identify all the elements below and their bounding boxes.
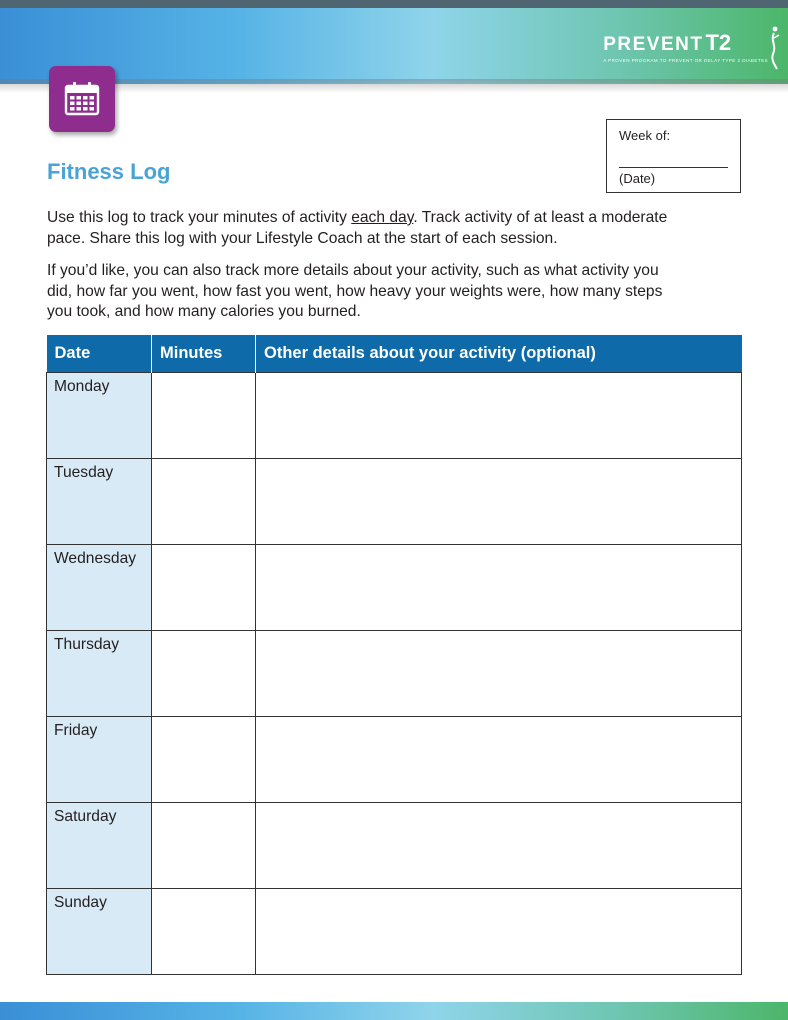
day-cell-monday: Monday — [47, 372, 152, 458]
header-date: Date — [47, 335, 152, 372]
details-cell-friday[interactable] — [256, 716, 742, 802]
day-cell-thursday: Thursday — [47, 630, 152, 716]
week-date-hint: (Date) — [619, 171, 656, 186]
table-row — [47, 630, 742, 716]
runner-figure-icon — [768, 26, 780, 70]
minutes-cell-friday[interactable] — [152, 716, 256, 802]
prevent-t2-logo — [603, 30, 768, 63]
calendar-icon — [63, 80, 101, 118]
minutes-cell-saturday[interactable] — [152, 802, 256, 888]
fitness-log-table — [46, 335, 742, 975]
table-row — [47, 372, 742, 458]
details-cell-saturday[interactable] — [256, 802, 742, 888]
minutes-cell-wednesday[interactable] — [152, 544, 256, 630]
minutes-cell-sunday[interactable] — [152, 888, 256, 974]
logo-wordmark: PREVENT — [603, 34, 704, 55]
intro-paragraph-1 — [47, 208, 687, 249]
week-of-box[interactable] — [606, 119, 741, 193]
day-cell-sunday: Sunday — [47, 888, 152, 974]
calendar-tile — [49, 66, 115, 132]
intro-text-start: Use this log to track your minutes of activity — [47, 209, 352, 226]
day-cell-tuesday: Tuesday — [47, 458, 152, 544]
banner-shadow — [0, 79, 788, 93]
details-cell-wednesday[interactable] — [256, 544, 742, 630]
table-row — [47, 716, 742, 802]
header-details: Other details about your activity (optional) — [256, 335, 742, 372]
logo-tagline: A PROVEN PROGRAM TO PREVENT OR DELAY TYPE 2 DIABETES — [603, 58, 768, 63]
day-cell-saturday: Saturday — [47, 802, 152, 888]
header-minutes: Minutes — [152, 335, 256, 372]
table-header-row — [47, 335, 742, 372]
page-title: Fitness Log — [47, 159, 171, 184]
minutes-cell-thursday[interactable] — [152, 630, 256, 716]
minutes-cell-tuesday[interactable] — [152, 458, 256, 544]
details-cell-sunday[interactable] — [256, 888, 742, 974]
table-row — [47, 544, 742, 630]
day-cell-friday: Friday — [47, 716, 152, 802]
intro-paragraph-2: If you’d like, you can also track more details about your activity, such as what activity you did, how far you went, how fast you went, how heavy your weights were, how many steps you took, and how many calories you burned. — [47, 262, 663, 320]
logo-t2: T2 — [705, 30, 732, 55]
table-row — [47, 458, 742, 544]
week-of-label: Week of: — [619, 128, 671, 143]
intro-text-end: . Track activity of at least a moderate pace. Share this log with your Lifestyle Coach at the start of each session. — [47, 209, 668, 247]
minutes-cell-monday[interactable] — [152, 372, 256, 458]
week-date-line — [619, 167, 728, 168]
details-cell-tuesday[interactable] — [256, 458, 742, 544]
details-cell-monday[interactable] — [256, 372, 742, 458]
day-cell-wednesday: Wednesday — [47, 544, 152, 630]
table-row — [47, 888, 742, 974]
intro-emphasis: each day — [351, 209, 414, 226]
footer-banner — [0, 1002, 788, 1020]
details-cell-thursday[interactable] — [256, 630, 742, 716]
table-row — [47, 802, 742, 888]
